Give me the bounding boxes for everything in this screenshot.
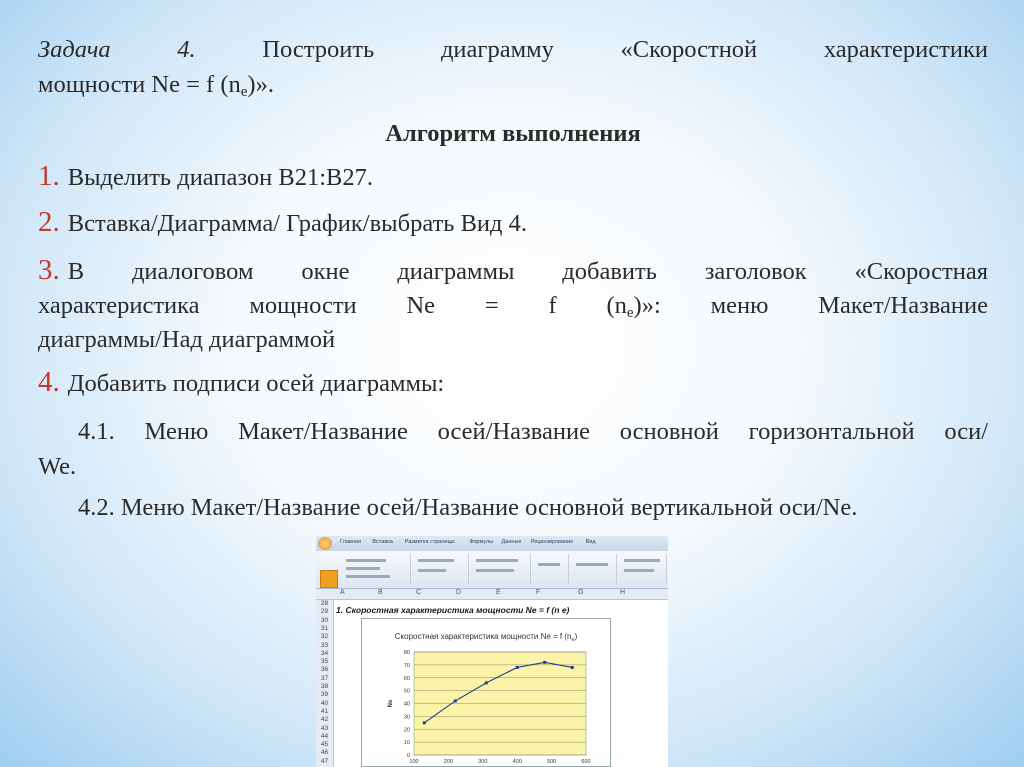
x-tick-label: 600 [581, 759, 591, 765]
row-number: 38 [320, 683, 329, 690]
step-3-line-3: диаграммы/Над диаграммой [38, 326, 336, 353]
row-number: 39 [320, 691, 329, 699]
task-label: Задача 4. [38, 36, 196, 63]
row-number: 29 [320, 608, 329, 616]
data-point [571, 666, 574, 669]
line-chart [361, 618, 611, 767]
task-text: Построить диаграмму «Скоростной характеристики [195, 36, 988, 63]
row-number: 30 [320, 616, 329, 624]
data-point [454, 699, 457, 702]
row-number: 47 [320, 757, 329, 765]
row-number: 44 [320, 732, 329, 740]
y-tick-label: 30 [403, 714, 410, 721]
office-button-icon[interactable] [318, 537, 332, 550]
row-number: 42 [320, 716, 329, 724]
row-number: 40 [320, 699, 329, 707]
row-number: 35 [320, 658, 329, 666]
algorithm-heading: Алгоритм выполнения [385, 120, 641, 147]
sub-step-4-1-line-2: We. [38, 453, 77, 480]
sub-step-4-1-line-1: 4.1. Меню Макет/Название осей/Название основной горизонтальной оси/ [78, 418, 988, 445]
y-tick-label: 10 [403, 740, 410, 747]
excel-screenshot [316, 536, 668, 767]
x-tick-label: 200 [443, 759, 453, 765]
x-tick-label: 300 [478, 759, 488, 765]
x-tick-label: 500 [547, 759, 557, 765]
sub-step-4-2: 4.2. Меню Макет/Название осей/Название основной вертикальной оси/Ne. [78, 494, 858, 521]
row-number: 32 [320, 633, 329, 641]
y-tick-label: 40 [403, 701, 410, 708]
row-number: 43 [320, 724, 329, 732]
row-headers [316, 600, 334, 767]
step-4: 4. Добавить подписи осей диаграммы: [38, 366, 445, 398]
row-number: 46 [320, 749, 329, 757]
step-3-line-1: 3. В диалоговом окне диаграммы добавить заголовок «Скоростная [38, 254, 988, 286]
y-tick-label: 20 [403, 727, 410, 734]
data-point [516, 666, 519, 669]
row-number: 28 [320, 600, 329, 607]
ribbon-tab[interactable]: Данные [501, 539, 522, 545]
y-tick-label: 0 [406, 753, 410, 759]
y-tick-label: 60 [403, 675, 410, 682]
y-tick-label: 70 [403, 662, 410, 669]
y-tick-label: 80 [403, 650, 410, 656]
row-number: 41 [320, 707, 329, 715]
ribbon-tab[interactable]: Рецензирование [530, 539, 574, 545]
step-3-line-2: характеристика мощности Ne = f $(n_e)$»: меню Макет/Название [38, 292, 988, 321]
step-1: 1. Выделить диапазон B21:B27. [38, 160, 373, 192]
y-axis-label: Ne [388, 699, 394, 708]
ribbon-tab[interactable]: Разметка страницы [404, 539, 455, 545]
task-line-1 [38, 34, 988, 65]
ribbon-tab[interactable]: Главная [340, 539, 361, 545]
row-number: 45 [320, 741, 329, 749]
y-tick-label: 50 [403, 688, 410, 695]
row-number: 33 [320, 641, 329, 649]
sheet-title: 1. Скоростная характеристика мощности Ne = f (n e) [336, 605, 570, 615]
ribbon-tab[interactable]: Вид [585, 539, 596, 545]
data-point [543, 661, 546, 664]
step-2: 2. Вставка/Диаграмма/ График/выбрать Вид 4. [38, 206, 527, 238]
row-number: 34 [320, 649, 329, 657]
chart-svg [362, 619, 610, 766]
data-point [423, 721, 426, 724]
chart-title: Скоростная характеристика мощности Ne = f $(n_e)$ [394, 632, 578, 643]
data-point [485, 681, 488, 684]
row-number: 31 [320, 624, 329, 632]
x-tick-label: 400 [512, 759, 522, 765]
column-headers: A B C D E F G H [316, 589, 668, 600]
ribbon-tab[interactable]: Формулы [469, 539, 494, 545]
row-number: 36 [320, 666, 329, 674]
ribbon-tabs [316, 536, 668, 551]
row-number: 37 [320, 674, 329, 682]
ribbon-tab[interactable]: Вставка [372, 539, 393, 545]
x-tick-label: 100 [409, 759, 419, 765]
task-line-2: мощности Ne = f $(n_e)$». [38, 71, 274, 100]
chart-tools-icon[interactable] [320, 570, 338, 588]
ribbon [316, 551, 668, 589]
